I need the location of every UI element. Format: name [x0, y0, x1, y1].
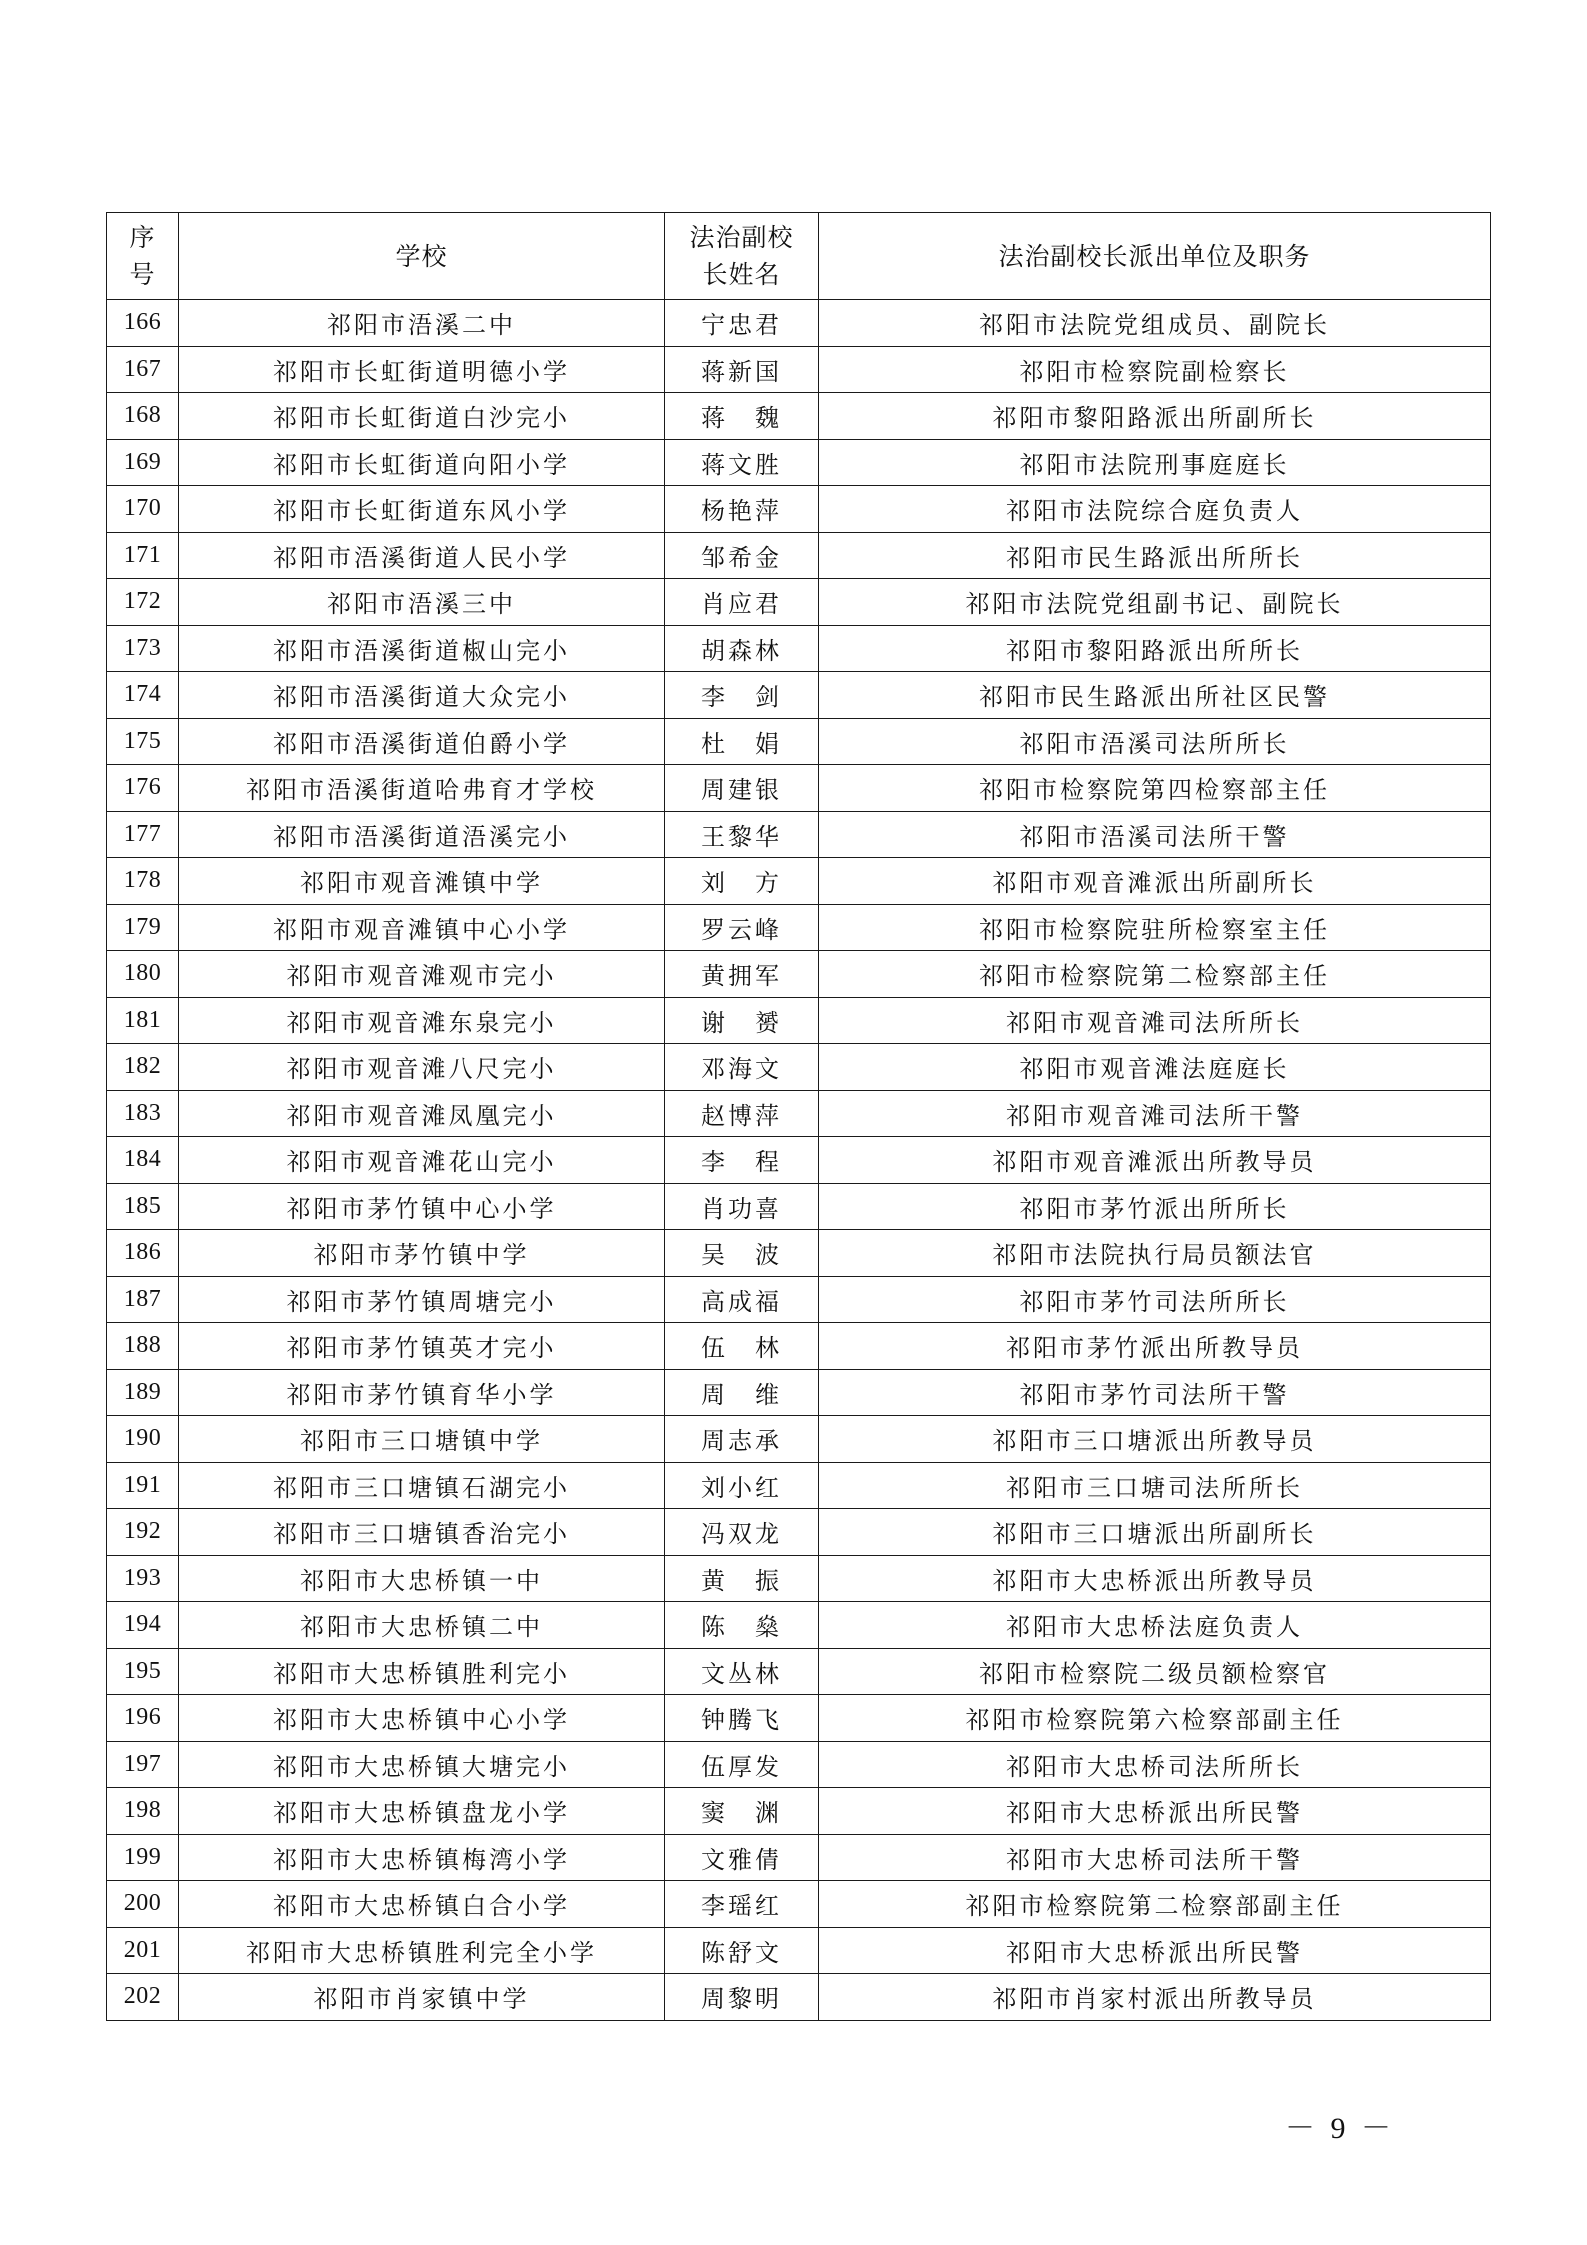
cell-index: 185	[107, 1183, 179, 1230]
cell-index: 169	[107, 439, 179, 486]
cell-unit: 祁阳市检察院第二检察部副主任	[819, 1881, 1491, 1928]
cell-unit: 祁阳市法院党组副书记、副院长	[819, 579, 1491, 626]
cell-unit: 祁阳市茅竹司法所所长	[819, 1276, 1491, 1323]
table-row	[107, 1788, 1491, 1835]
cell-unit: 祁阳市大忠桥派出所民警	[819, 1788, 1491, 1835]
cell-unit: 祁阳市检察院二级员额检察官	[819, 1648, 1491, 1695]
cell-name: 赵博萍	[665, 1090, 819, 1137]
header-name-line2: 长姓名	[702, 260, 781, 289]
cell-name: 钟腾飞	[665, 1695, 819, 1742]
table-row	[107, 718, 1491, 765]
cell-name: 周黎明	[665, 1974, 819, 2021]
cell-index: 201	[107, 1927, 179, 1974]
cell-name: 文雅倩	[665, 1834, 819, 1881]
table-row	[107, 765, 1491, 812]
table-row	[107, 997, 1491, 1044]
cell-index: 172	[107, 579, 179, 626]
cell-unit: 祁阳市检察院第四检察部主任	[819, 765, 1491, 812]
table-row	[107, 1090, 1491, 1137]
cell-unit: 祁阳市观音滩派出所副所长	[819, 858, 1491, 905]
cell-name: 陈舒文	[665, 1927, 819, 1974]
table-row	[107, 1416, 1491, 1463]
table-row	[107, 1509, 1491, 1556]
cell-index: 170	[107, 486, 179, 533]
cell-name: 黄拥军	[665, 951, 819, 998]
cell-name: 冯双龙	[665, 1509, 819, 1556]
header-name	[665, 213, 819, 300]
cell-index: 200	[107, 1881, 179, 1928]
cell-index: 196	[107, 1695, 179, 1742]
cell-name: 陈 燊	[665, 1602, 819, 1649]
cell-school: 祁阳市大忠桥镇盘龙小学	[179, 1788, 665, 1835]
cell-school: 祁阳市大忠桥镇二中	[179, 1602, 665, 1649]
cell-index: 168	[107, 393, 179, 440]
cell-unit: 祁阳市民生路派出所社区民警	[819, 672, 1491, 719]
cell-unit: 祁阳市检察院副检察长	[819, 346, 1491, 393]
table-row	[107, 1230, 1491, 1277]
cell-unit: 祁阳市观音滩法庭庭长	[819, 1044, 1491, 1091]
cell-unit: 祁阳市法院执行局员额法官	[819, 1230, 1491, 1277]
cell-school: 祁阳市浯溪街道大众完小	[179, 672, 665, 719]
cell-name: 蒋文胜	[665, 439, 819, 486]
cell-unit: 祁阳市三口塘司法所所长	[819, 1462, 1491, 1509]
cell-index: 191	[107, 1462, 179, 1509]
cell-unit: 祁阳市大忠桥司法所干警	[819, 1834, 1491, 1881]
table-row	[107, 486, 1491, 533]
cell-name: 胡森林	[665, 625, 819, 672]
cell-name: 高成福	[665, 1276, 819, 1323]
cell-school: 祁阳市茅竹镇中学	[179, 1230, 665, 1277]
table-row	[107, 1974, 1491, 2021]
cell-school: 祁阳市长虹街道东风小学	[179, 486, 665, 533]
cell-name: 谢 赟	[665, 997, 819, 1044]
cell-school: 祁阳市浯溪街道浯溪完小	[179, 811, 665, 858]
cell-unit: 祁阳市肖家村派出所教导员	[819, 1974, 1491, 2021]
cell-unit: 祁阳市大忠桥派出所教导员	[819, 1555, 1491, 1602]
cell-index: 176	[107, 765, 179, 812]
cell-index: 171	[107, 532, 179, 579]
cell-name: 蒋 魏	[665, 393, 819, 440]
cell-unit: 祁阳市浯溪司法所干警	[819, 811, 1491, 858]
cell-index: 198	[107, 1788, 179, 1835]
cell-school: 祁阳市大忠桥镇胜利完全小学	[179, 1927, 665, 1974]
cell-name: 窦 渊	[665, 1788, 819, 1835]
table-row	[107, 1323, 1491, 1370]
cell-unit: 祁阳市茅竹司法所干警	[819, 1369, 1491, 1416]
cell-unit: 祁阳市观音滩司法所所长	[819, 997, 1491, 1044]
cell-name: 肖功喜	[665, 1183, 819, 1230]
cell-index: 175	[107, 718, 179, 765]
cell-name: 宁忠君	[665, 300, 819, 347]
cell-school: 祁阳市大忠桥镇中心小学	[179, 1695, 665, 1742]
cell-school: 祁阳市三口塘镇香治完小	[179, 1509, 665, 1556]
cell-school: 祁阳市大忠桥镇白合小学	[179, 1881, 665, 1928]
table-row	[107, 1183, 1491, 1230]
cell-index: 179	[107, 904, 179, 951]
cell-school: 祁阳市浯溪街道人民小学	[179, 532, 665, 579]
cell-index: 181	[107, 997, 179, 1044]
cell-school: 祁阳市观音滩东泉完小	[179, 997, 665, 1044]
cell-index: 202	[107, 1974, 179, 2021]
table-row	[107, 1369, 1491, 1416]
cell-school: 祁阳市观音滩镇中学	[179, 858, 665, 905]
cell-index: 192	[107, 1509, 179, 1556]
cell-unit: 祁阳市民生路派出所所长	[819, 532, 1491, 579]
roster-table-container	[106, 212, 1490, 2021]
cell-name: 杨艳萍	[665, 486, 819, 533]
cell-unit: 祁阳市法院党组成员、副院长	[819, 300, 1491, 347]
cell-index: 187	[107, 1276, 179, 1323]
cell-index: 173	[107, 625, 179, 672]
cell-index: 183	[107, 1090, 179, 1137]
cell-unit: 祁阳市茅竹派出所所长	[819, 1183, 1491, 1230]
cell-school: 祁阳市茅竹镇英才完小	[179, 1323, 665, 1370]
table-row	[107, 579, 1491, 626]
page-number: － 9 －	[1285, 2112, 1395, 2145]
table-row	[107, 858, 1491, 905]
cell-index: 193	[107, 1555, 179, 1602]
table-row	[107, 1462, 1491, 1509]
table-row	[107, 300, 1491, 347]
cell-name: 周 维	[665, 1369, 819, 1416]
cell-unit: 祁阳市法院刑事庭庭长	[819, 439, 1491, 486]
header-index	[107, 213, 179, 300]
cell-unit: 祁阳市黎阳路派出所所长	[819, 625, 1491, 672]
table-row	[107, 811, 1491, 858]
table-row	[107, 1695, 1491, 1742]
cell-name: 邓海文	[665, 1044, 819, 1091]
cell-index: 177	[107, 811, 179, 858]
cell-school: 祁阳市观音滩花山完小	[179, 1137, 665, 1184]
cell-school: 祁阳市茅竹镇育华小学	[179, 1369, 665, 1416]
header-school: 学校	[179, 213, 665, 300]
cell-unit: 祁阳市三口塘派出所教导员	[819, 1416, 1491, 1463]
cell-unit: 祁阳市检察院第二检察部主任	[819, 951, 1491, 998]
table-row	[107, 1881, 1491, 1928]
cell-index: 189	[107, 1369, 179, 1416]
table-row	[107, 1137, 1491, 1184]
cell-school: 祁阳市浯溪三中	[179, 579, 665, 626]
cell-school: 祁阳市大忠桥镇胜利完小	[179, 1648, 665, 1695]
cell-unit: 祁阳市茅竹派出所教导员	[819, 1323, 1491, 1370]
cell-name: 王黎华	[665, 811, 819, 858]
table-row	[107, 672, 1491, 719]
cell-index: 195	[107, 1648, 179, 1695]
cell-name: 伍厚发	[665, 1741, 819, 1788]
table-row	[107, 1555, 1491, 1602]
cell-school: 祁阳市茅竹镇周塘完小	[179, 1276, 665, 1323]
cell-school: 祁阳市大忠桥镇梅湾小学	[179, 1834, 665, 1881]
cell-school: 祁阳市观音滩观市完小	[179, 951, 665, 998]
cell-index: 178	[107, 858, 179, 905]
cell-school: 祁阳市长虹街道明德小学	[179, 346, 665, 393]
cell-index: 180	[107, 951, 179, 998]
cell-unit: 祁阳市浯溪司法所所长	[819, 718, 1491, 765]
cell-index: 184	[107, 1137, 179, 1184]
cell-index: 167	[107, 346, 179, 393]
cell-name: 伍 林	[665, 1323, 819, 1370]
table-row	[107, 904, 1491, 951]
cell-school: 祁阳市观音滩八尺完小	[179, 1044, 665, 1091]
table-row	[107, 1927, 1491, 1974]
table-row	[107, 951, 1491, 998]
cell-school: 祁阳市大忠桥镇大塘完小	[179, 1741, 665, 1788]
cell-name: 罗云峰	[665, 904, 819, 951]
cell-school: 祁阳市茅竹镇中心小学	[179, 1183, 665, 1230]
cell-unit: 祁阳市三口塘派出所副所长	[819, 1509, 1491, 1556]
cell-name: 邹希金	[665, 532, 819, 579]
cell-school: 祁阳市浯溪街道伯爵小学	[179, 718, 665, 765]
cell-school: 祁阳市三口塘镇石湖完小	[179, 1462, 665, 1509]
table-body	[107, 300, 1491, 2021]
table-row	[107, 439, 1491, 486]
cell-index: 186	[107, 1230, 179, 1277]
cell-name: 吴 波	[665, 1230, 819, 1277]
table-row	[107, 1741, 1491, 1788]
cell-unit: 祁阳市法院综合庭负责人	[819, 486, 1491, 533]
cell-name: 刘小红	[665, 1462, 819, 1509]
table-row	[107, 1044, 1491, 1091]
cell-school: 祁阳市肖家镇中学	[179, 1974, 665, 2021]
cell-unit: 祁阳市观音滩派出所教导员	[819, 1137, 1491, 1184]
cell-unit: 祁阳市大忠桥法庭负责人	[819, 1602, 1491, 1649]
cell-index: 190	[107, 1416, 179, 1463]
table-row	[107, 532, 1491, 579]
cell-school: 祁阳市三口塘镇中学	[179, 1416, 665, 1463]
cell-name: 李瑶红	[665, 1881, 819, 1928]
cell-name: 蒋新国	[665, 346, 819, 393]
roster-table	[106, 212, 1491, 2021]
cell-name: 刘 方	[665, 858, 819, 905]
cell-school: 祁阳市浯溪街道椒山完小	[179, 625, 665, 672]
cell-index: 197	[107, 1741, 179, 1788]
cell-unit: 祁阳市黎阳路派出所副所长	[819, 393, 1491, 440]
header-index-line1: 序	[129, 223, 156, 252]
cell-school: 祁阳市观音滩凤凰完小	[179, 1090, 665, 1137]
table-row	[107, 393, 1491, 440]
table-header-row	[107, 213, 1491, 300]
cell-unit: 祁阳市检察院驻所检察室主任	[819, 904, 1491, 951]
header-unit: 法治副校长派出单位及职务	[819, 213, 1491, 300]
table-row	[107, 1276, 1491, 1323]
cell-name: 肖应君	[665, 579, 819, 626]
cell-name: 李 剑	[665, 672, 819, 719]
cell-unit: 祁阳市检察院第六检察部副主任	[819, 1695, 1491, 1742]
table-row	[107, 1648, 1491, 1695]
cell-index: 182	[107, 1044, 179, 1091]
cell-name: 文丛林	[665, 1648, 819, 1695]
cell-unit: 祁阳市观音滩司法所干警	[819, 1090, 1491, 1137]
cell-index: 199	[107, 1834, 179, 1881]
table-row	[107, 1834, 1491, 1881]
cell-index: 166	[107, 300, 179, 347]
cell-school: 祁阳市浯溪二中	[179, 300, 665, 347]
cell-school: 祁阳市大忠桥镇一中	[179, 1555, 665, 1602]
cell-name: 李 程	[665, 1137, 819, 1184]
cell-unit: 祁阳市大忠桥司法所所长	[819, 1741, 1491, 1788]
cell-school: 祁阳市浯溪街道哈弗育才学校	[179, 765, 665, 812]
header-index-line2: 号	[129, 260, 156, 289]
cell-name: 黄 振	[665, 1555, 819, 1602]
cell-index: 174	[107, 672, 179, 719]
cell-name: 周志承	[665, 1416, 819, 1463]
cell-unit: 祁阳市大忠桥派出所民警	[819, 1927, 1491, 1974]
table-row	[107, 1602, 1491, 1649]
cell-name: 周建银	[665, 765, 819, 812]
header-name-line1: 法治副校	[689, 223, 794, 252]
table-row	[107, 625, 1491, 672]
cell-name: 杜 娟	[665, 718, 819, 765]
cell-index: 194	[107, 1602, 179, 1649]
cell-index: 188	[107, 1323, 179, 1370]
cell-school: 祁阳市观音滩镇中心小学	[179, 904, 665, 951]
table-row	[107, 346, 1491, 393]
cell-school: 祁阳市长虹街道白沙完小	[179, 393, 665, 440]
cell-school: 祁阳市长虹街道向阳小学	[179, 439, 665, 486]
